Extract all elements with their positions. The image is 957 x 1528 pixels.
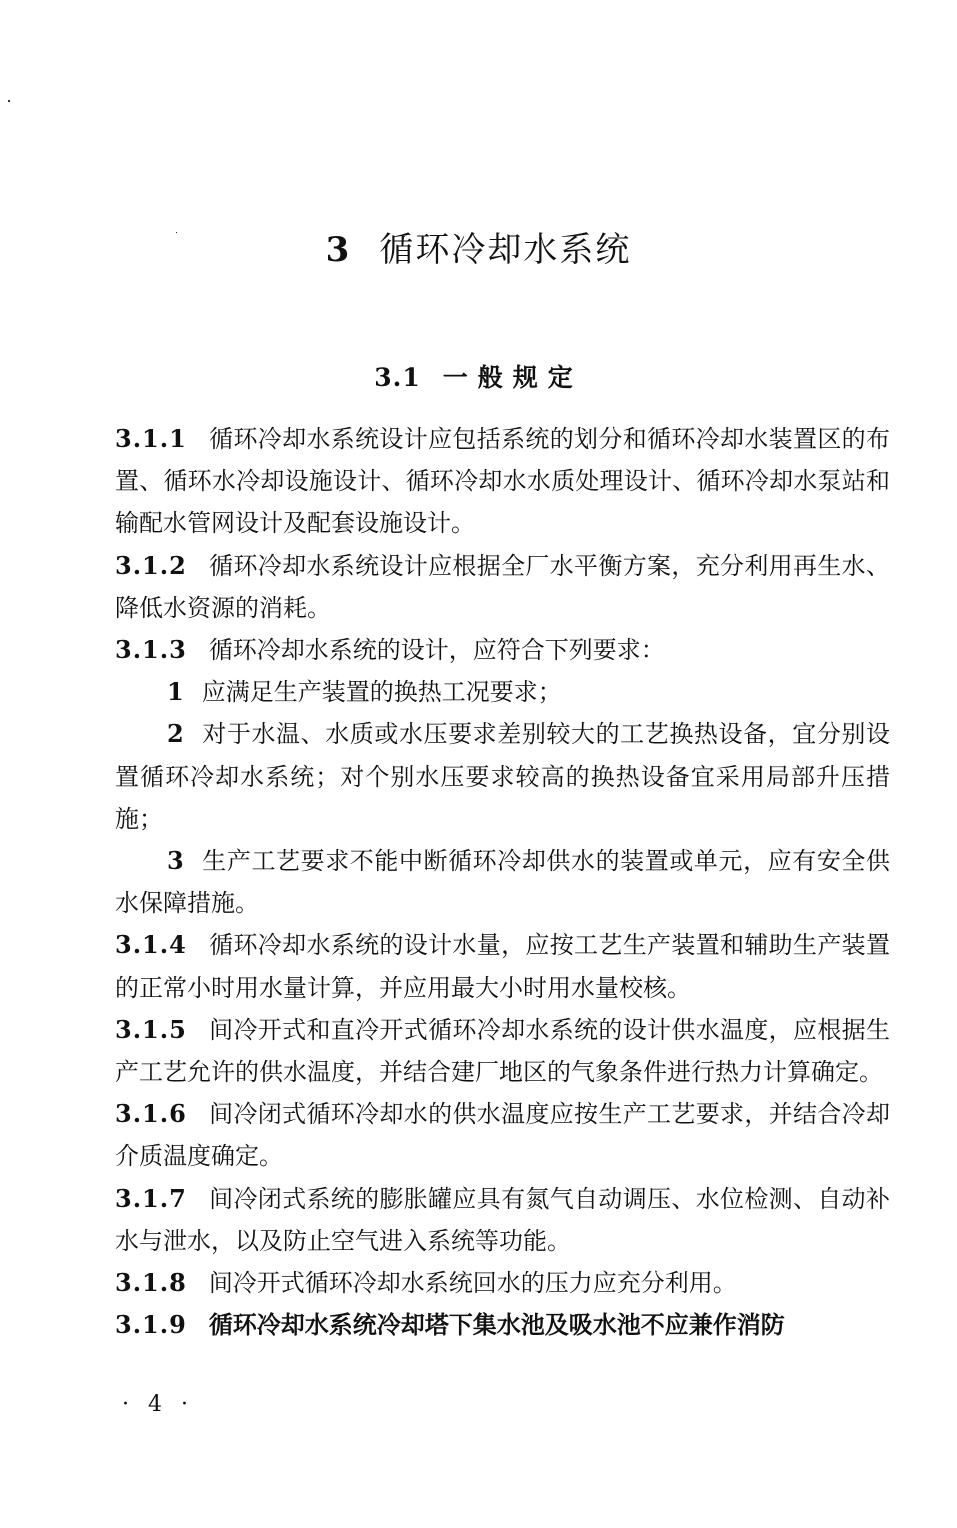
item-text: 生产工艺要求不能中断循环冷却供水的装置或单元，应有安全供水保障措施。	[115, 847, 890, 918]
clause-text: 循环冷却水系统的设计水量，应按工艺生产装置和辅助生产装置的正常小时用水量计算，并应用最大小时用水量校核。	[115, 931, 890, 1002]
clause-number: 3.1.3	[115, 635, 187, 665]
clause-3-1-3	[115, 629, 890, 671]
item-text: 对于水温、水质或水压要求差别较大的工艺换热设备，宜分别设置循环冷却水系统；对个别水压要求较高的换热设备宜采用局部升压措施；	[115, 720, 890, 833]
clause-number: 3.1.5	[115, 1014, 187, 1044]
clause-3-1-2	[115, 545, 890, 629]
chapter-title-text: 循环冷却水系统	[379, 230, 632, 270]
section-title	[0, 358, 957, 394]
clause-number: 3.1.4	[115, 930, 187, 960]
clause-text: 间冷闭式循环冷却水的供水温度应按生产工艺要求，并结合冷却介质温度确定。	[115, 1100, 890, 1171]
clause-number: 3.1.7	[115, 1183, 187, 1213]
page-number: · 4 ·	[122, 1392, 194, 1417]
clause-text: 间冷开式和直冷开式循环冷却水系统的设计供水温度，应根据生产工艺允许的供水温度，并结合建厂地区的气象条件进行热力计算确定。	[115, 1015, 890, 1087]
section-number: 3.1	[374, 363, 421, 392]
clause-3-1-7	[115, 1178, 890, 1262]
item-text: 应满足生产装置的换热工况要求；	[201, 678, 562, 707]
clause-text: 间冷闭式系统的膨胀罐应具有氮气自动调压、水位检测、自动补水与泄水，以及防止空气进入系统等功能。	[115, 1184, 890, 1255]
clause-number: 3.1.2	[115, 550, 187, 580]
clause-3-1-6	[115, 1093, 890, 1177]
list-item-2	[115, 713, 890, 840]
scan-speck	[8, 100, 10, 102]
clause-text: 循环冷却水系统设计应包括系统的划分和循环冷却水装置区的布置、循环水冷却设施设计、循环冷却水水质处理设计、循环冷却水泵站和输配水管网设计及配套设施设计。	[115, 425, 890, 538]
clause-text: 循环冷却水系统冷却塔下集水池及吸水池不应兼作消防	[208, 1310, 785, 1340]
body-text	[115, 418, 890, 1346]
clause-3-1-8	[115, 1262, 890, 1304]
clause-3-1-4	[115, 924, 890, 1008]
chapter-number: 3	[325, 230, 352, 270]
item-number: 2	[167, 719, 184, 749]
clause-text: 间冷开式循环冷却水系统回水的压力应充分利用。	[208, 1269, 737, 1298]
chapter-title	[0, 222, 957, 271]
clause-number: 3.1.6	[115, 1099, 187, 1129]
clause-3-1-1	[115, 418, 890, 545]
clause-number: 3.1.9	[115, 1310, 187, 1340]
clause-text: 循环冷却水系统的设计，应符合下列要求：	[208, 636, 665, 665]
list-item-1	[115, 671, 890, 713]
clause-3-1-5	[115, 1009, 890, 1093]
list-item-3	[115, 840, 890, 924]
clause-3-1-9	[115, 1304, 890, 1346]
clause-number: 3.1.1	[115, 424, 187, 453]
item-number: 3	[167, 846, 184, 876]
clause-text: 循环冷却水系统设计应根据全厂水平衡方案，充分利用再生水、降低水资源的消耗。	[115, 551, 890, 622]
item-number: 1	[167, 677, 184, 707]
section-title-text: 一般规定	[442, 363, 583, 392]
clause-number: 3.1.8	[115, 1268, 187, 1298]
